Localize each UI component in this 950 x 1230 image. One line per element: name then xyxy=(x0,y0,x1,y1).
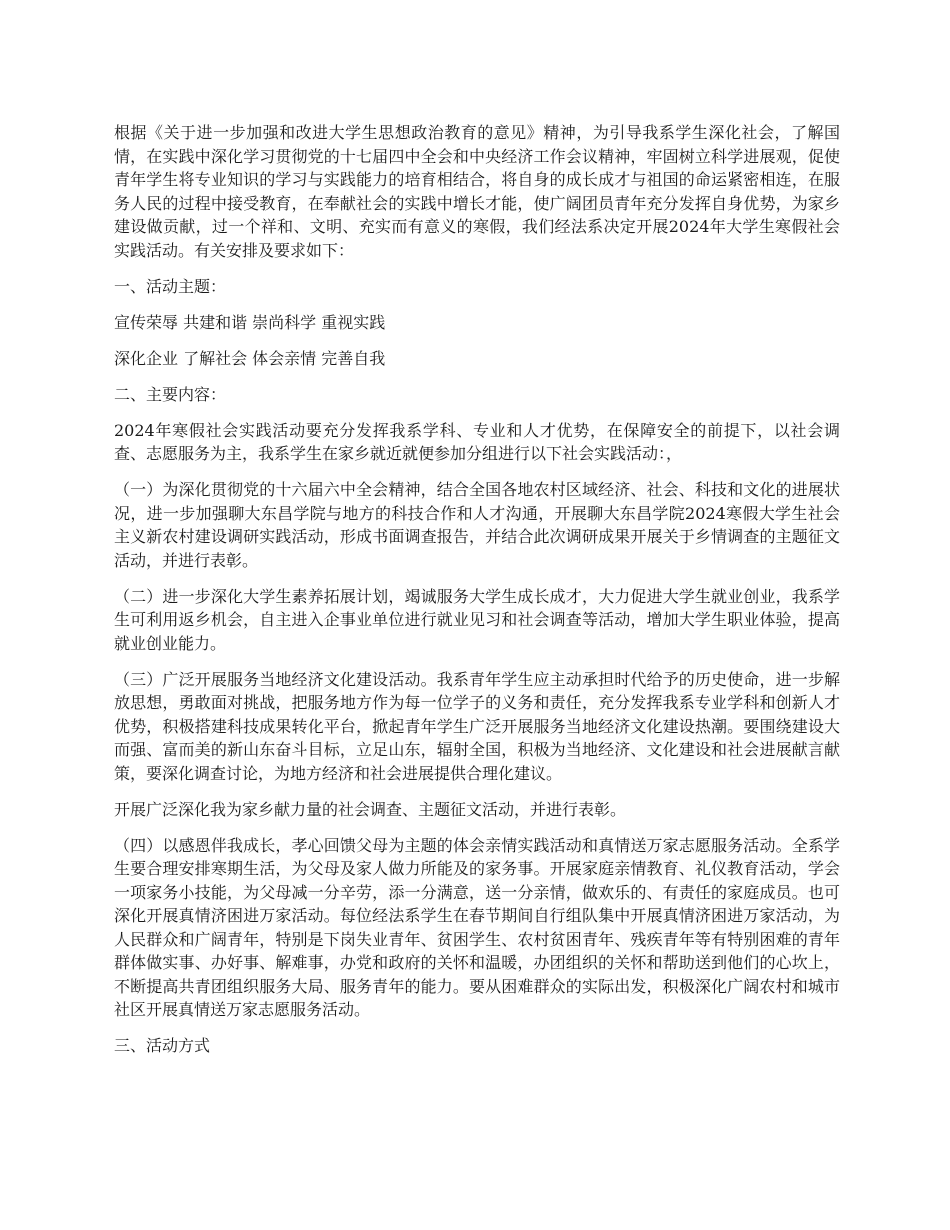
intro-paragraph: 根据《关于进一步加强和改进大学生思想政治教育的意见》精神，为引导我系学生深化社会，了解国情，在实践中深化学习贯彻党的十七届四中全会和中央经济工作会议精神，牢固树立科学进展观，促使青年学生将专业知识的学习与实践能力的培育相结合，将自身的成长成才与祖国的命运紧密相连，在服务人民的过程中接受教育，在奉献社会的实践中增长才能，使广阔团员青年充分发挥自身优势，为家乡建设做贡献，过一个祥和、文明、充实而有意义的寒假，我们经法系决定开展2024年大学生寒假社会实践活动。有关安排及要求如下： xyxy=(114,123,840,260)
content-item-3-note: 开展广泛深化我为家乡献力量的社会调查、主题征文活动，并进行表彰。 xyxy=(114,799,627,819)
content-item-2: （二）进一步深化大学生素养拓展计划，竭诚服务大学生成长成才，大力促进大学生就业创业，我系学生可利用返乡机会，自主进入企事业单位进行就业见习和社会调查等活动，增加大学生职业体验，提高就业创业能力。 xyxy=(114,586,840,653)
theme-line-1: 宣传荣辱 共建和谐 崇尚科学 重视实践 xyxy=(114,312,386,332)
section-heading-theme: 一、活动主题： xyxy=(114,276,227,296)
content-intro-paragraph: 2024年寒假社会实践活动要充分发挥我系学科、专业和人才优势，在保障安全的前提下，以社会调查、志愿服务为主，我系学生在家乡就近就便参加分组进行以下社会实践活动：， xyxy=(114,420,840,463)
section-heading-content: 二、主要内容： xyxy=(114,384,227,404)
content-item-1: （一）为深化贯彻党的十六届六中全会精神，结合全国各地农村区域经济、社会、科技和文化的进展状况，进一步加强聊大东昌学院与地方的科技合作和人才沟通，开展聊大东昌学院2024寒假大学生社会主义新农村建设调研实践活动，形成书面调查报告，并结合此次调研成果开展关于乡情调查的主题征文活动，并进行表彰。 xyxy=(114,480,840,570)
content-item-3: （三）广泛开展服务当地经济文化建设活动。我系青年学生应主动承担时代给予的历史使命，进一步解放思想，勇敢面对挑战，把服务地方作为每一位学子的义务和责任，充分发挥我系专业学科和创新人才优势，积极搭建科技成果转化平台，掀起青年学生广泛开展服务当地经济文化建设热潮。要围绕建设大而强、富而美的新山东奋斗目标，立足山东，辐射全国，积极为当地经济、文化建设和社会进展献言献策，要深化调查讨论，为地方经济和社会进展提供合理化建议。 xyxy=(114,669,840,783)
section-heading-method: 三、活动方式 xyxy=(114,1036,211,1055)
document-body xyxy=(114,121,840,1070)
content-item-4: （四）以感恩伴我成长，孝心回馈父母为主题的体会亲情实践活动和真情送万家志愿服务活动。全系学生要合理安排寒期生活，为父母及家人做力所能及的家务事。开展家庭亲情教育、礼仪教育活动，学会一项家务小技能，为父母减一分辛劳，添一分满意，送一分亲情，做欢乐的、有责任的家庭成员。也可深化开展真情济困进万家活动。每位经法系学生在春节期间自行组队集中开展真情济困进万家活动，为人民群众和广阔青年，特别是下岗失业青年、贫困学生、农村贫困青年、残疾青年等有特别困难的青年群体做实事、办好事、解难事，办党和政府的关怀和温暖，办团组织的关怀和帮助送到他们的心坎上，不断提高共青团组织服务大局、服务青年的能力。要从困难群众的实际出发，积极深化广阔农村和城市社区开展真情送万家志愿服务活动。 xyxy=(114,835,840,1019)
theme-line-2: 深化企业 了解社会 体会亲情 完善自我 xyxy=(114,348,386,368)
